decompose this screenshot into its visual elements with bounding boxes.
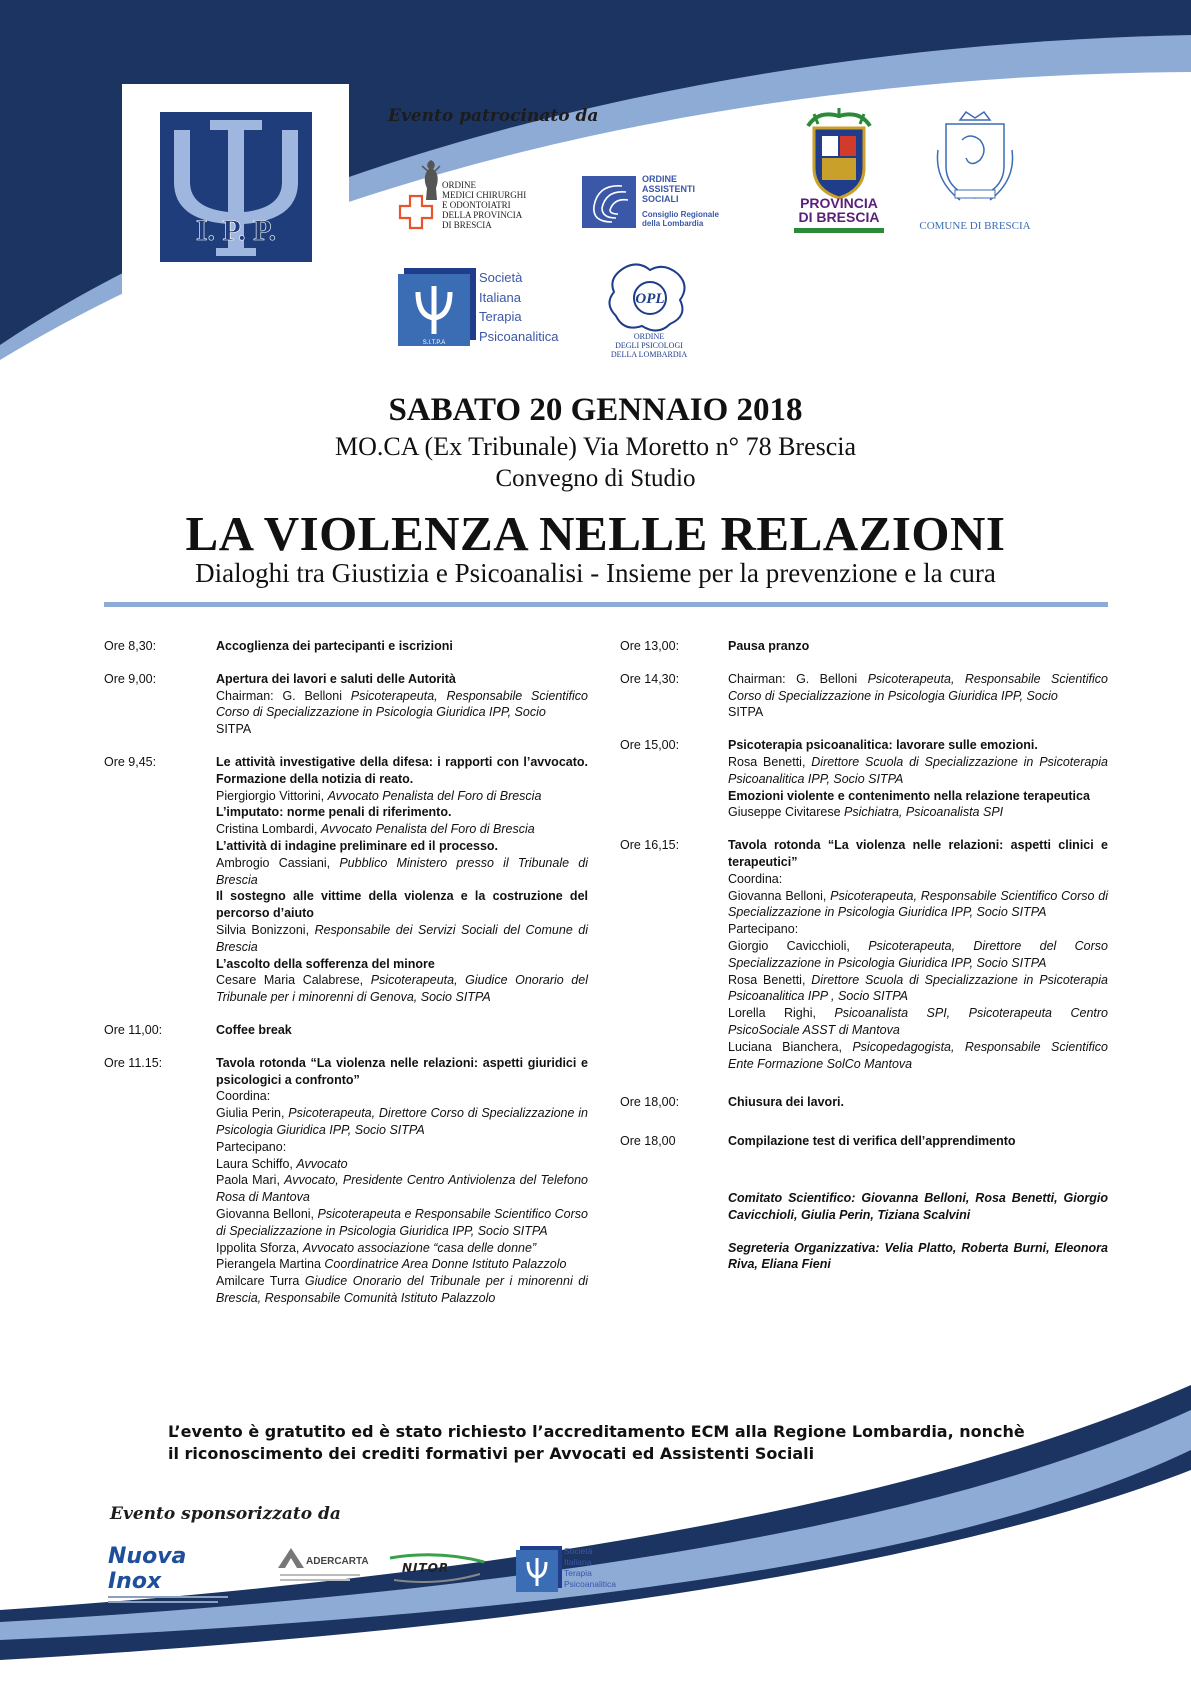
program-speaker — [216, 1105, 588, 1139]
program-speaker — [728, 704, 1108, 721]
speaker-role: Pubblico Ministero presso il Tribunale di Brescia — [216, 855, 588, 887]
speaker-role: Psicoanalista SPI, Psicoterapeuta Centro PsicoSociale ASST di Mantova — [728, 1006, 1108, 1037]
program-time: Ore 15,00: — [620, 738, 680, 753]
speaker-role: Psicoterapeuta, Direttore Corso di Specializzazione in Psicologia Giuridica IPP, Socio SITPA — [216, 1106, 588, 1137]
speaker-name: Luciana Bianchera, — [728, 1039, 853, 1054]
program-entry — [620, 837, 1108, 1072]
program-content — [216, 1055, 588, 1307]
speaker-role: Giudice Onorario del Tribunale per i minorenni di Brescia, Responsabile Comunità Istituto Palazzolo — [216, 1274, 588, 1305]
program-session-title: L’ascolto della sofferenza del minore — [216, 956, 435, 971]
program-content — [728, 1133, 1108, 1150]
speaker-role: Psicoterapeuta, Giudice Onorario del Tribunale per i minorenni di Genova, Socio SITPA — [216, 973, 588, 1005]
adercarta-mark-icon — [276, 1546, 306, 1570]
program-time: Ore 18,00: — [620, 1095, 680, 1110]
program-entry — [620, 1094, 1108, 1111]
program-session-title: Accoglienza dei partecipanti e iscrizioni — [216, 639, 453, 653]
comune-brescia-logo: COMUNE DI BRESCIA — [910, 110, 1040, 234]
program-session-title: Le attività investigative della difesa: i rapporti con l’avvocato. Formazione della notizia di reato. — [216, 754, 588, 786]
patronage-title: Evento patrocinato da — [388, 106, 599, 126]
speaker-role: Psicoterapeuta, Responsabile Scientifico Corso di Specializzazione in Psicologia Giuridica IPP, Socio — [216, 688, 588, 720]
program-session-title: Psicoterapia psicoanalitica: lavorare sulle emozioni. — [728, 738, 1038, 753]
program-speaker — [216, 1240, 588, 1257]
program-right-column — [620, 638, 1108, 1273]
program-speaker — [216, 721, 588, 738]
program-session-title: L’imputato: norme penali di riferimento. — [216, 805, 452, 820]
program-time: Ore 14,30: — [620, 671, 680, 686]
program-speaker — [728, 1005, 1108, 1039]
program-entry — [104, 754, 588, 1006]
speaker-role: Avvocato Penalista del Foro di Brescia — [320, 822, 535, 837]
speaker-role: Psicoterapeuta e Responsabile Scientifico Corso di Specializzazione in Psicologia Giuridica IPP, Socio SITPA — [216, 1206, 589, 1238]
nitor-logo: NITOR — [388, 1552, 488, 1584]
speaker-role: Direttore Scuola di Specializzazione in Psicoterapia Psicoanalitica IPP, Socio SITPA — [728, 754, 1108, 786]
speaker-name: Paola Mari, — [216, 1173, 285, 1188]
program-content — [728, 671, 1108, 721]
speaker-name: Giorgio Cavicchioli, — [728, 938, 869, 953]
program-session-title: Tavola rotonda “La violenza nelle relazioni: aspetti giuridici e psicologici a confronto” — [216, 1055, 588, 1087]
speaker-role: Psicopedagogista, Responsabile Scientifico Ente Formazione SolCo Mantova — [728, 1039, 1108, 1071]
speaker-role: Avvocato — [296, 1156, 348, 1171]
program-speaker — [728, 671, 1108, 705]
accreditation-notice: L’evento è gratutito ed è stato richiesto l’accreditamento ECM alla Regione Lombardia, nonchè il riconoscimento dei crediti formativi per Avvocati ed Assistenti Sociali — [168, 1422, 1025, 1463]
program-time: Ore 13,00: — [620, 639, 680, 653]
program-entry — [620, 638, 1108, 655]
program-entry — [620, 671, 1108, 721]
program-entry — [104, 1055, 588, 1307]
program-speaker — [728, 972, 1108, 1006]
program-speaker — [728, 1039, 1108, 1073]
program-session-title: Pausa pranzo — [728, 639, 810, 653]
speaker-name: Coordina: — [216, 1089, 271, 1104]
program-speaker — [728, 888, 1108, 922]
speaker-name: Chairman: G. Belloni — [216, 688, 351, 703]
program-speaker — [216, 1206, 588, 1240]
ipp-letters: I. P. P. — [195, 214, 277, 247]
speaker-name: Ippolita Sforza, — [216, 1240, 303, 1255]
speaker-name: Ambrogio Cassiani, — [216, 855, 340, 870]
program-time: Ore 11.15: — [104, 1055, 163, 1070]
header-divider — [104, 602, 1108, 607]
speaker-name: Partecipano: — [216, 1139, 287, 1154]
event-date: SABATO 20 GENNAIO 2018 — [388, 392, 803, 428]
speaker-name: Cesare Maria Calabrese, — [216, 973, 371, 988]
program-speaker — [216, 922, 588, 956]
speaker-role: Direttore Scuola di Specializzazione in Psicoterapia Psicoanalitica IPP , Socio SITPA — [728, 972, 1108, 1004]
program-session-title: Chiusura dei lavori. — [728, 1095, 845, 1110]
comune-crest-icon — [930, 110, 1020, 208]
speaker-role: Responsabile dei Servizi Sociali del Comune di Brescia — [216, 922, 588, 954]
program-content — [216, 754, 588, 1006]
svg-text:S.I.T.P.A: S.I.T.P.A — [422, 340, 446, 346]
program-speaker — [728, 871, 1108, 888]
speaker-role: Psichiatra, Psicoanalista SPI — [844, 805, 1004, 820]
program-content — [216, 1022, 588, 1039]
program-entry — [104, 1022, 588, 1039]
speaker-role: Avvocato associazione “casa delle donne” — [302, 1240, 537, 1255]
ipp-logo — [160, 112, 312, 262]
opl-icon — [604, 260, 694, 334]
program-content — [728, 737, 1108, 821]
speaker-name: Giuseppe Civitarese — [728, 805, 845, 820]
program-speaker — [216, 788, 588, 805]
speaker-name: Partecipano: — [728, 922, 799, 937]
speaker-name: Giovanna Belloni, — [728, 888, 831, 903]
speaker-role: Psicoterapeuta, Responsabile Scientifico Corso di Specializzazione in Psicologia Giuridica IPP, Socio SITPA — [728, 888, 1108, 920]
program-time: Ore 18,00 — [620, 1134, 676, 1149]
sitpa-logo: S.I.T.P.A Società Italiana Terapia Psicoanalitica — [398, 268, 578, 348]
event-type: Convegno di Studio — [495, 465, 696, 492]
program-session-title: Apertura dei lavori e saluti delle Autorità — [216, 671, 456, 686]
speaker-role: Avvocato Penalista del Foro di Brescia — [327, 788, 542, 803]
program-content — [216, 638, 588, 655]
program-speaker — [728, 938, 1108, 972]
program-content — [728, 1094, 1108, 1111]
program-time: Ore 9,45: — [104, 754, 157, 769]
speaker-name: Rosa Benetti, — [728, 754, 812, 769]
speaker-role: Psicoterapeuta, Direttore del Corso Specializzazione in Psicologia Giuridica IPP, Socio SITPA — [728, 938, 1108, 970]
adercarta-logo: ADERCARTA — [276, 1546, 366, 1592]
speaker-name: Rosa Benetti, — [728, 972, 812, 987]
event-subtitle: Dialoghi tra Giustizia e Psicoanalisi - Insieme per la prevenzione e la cura — [195, 558, 996, 588]
program-entry — [620, 737, 1108, 821]
sitpa-sponsor-logo: Società Italiana Terapia Psicoanalitica — [516, 1546, 626, 1592]
program-session-title: Emozioni violente e contenimento nella relazione terapeutica — [728, 788, 1090, 803]
speaker-name: Chairman: G. Belloni — [728, 671, 868, 686]
program-speaker — [216, 1088, 588, 1105]
program-speaker — [216, 1256, 588, 1273]
speaker-name: SITPA — [216, 722, 252, 737]
program-content — [216, 671, 588, 738]
speaker-name: Cristina Lombardi, — [216, 822, 321, 837]
program-speaker — [216, 688, 588, 722]
program-speaker — [216, 1139, 588, 1156]
speaker-name: Piergiorgio Vittorini, — [216, 788, 328, 803]
program-session-title: Coffee break — [216, 1022, 292, 1037]
statue-icon — [420, 158, 442, 202]
program-speaker — [216, 1172, 588, 1206]
speaker-role: Psicoterapeuta, Responsabile Scientifico Corso di Specializzazione in Psicologia Giuridica IPP, Socio — [728, 671, 1108, 703]
program-speaker — [728, 921, 1108, 938]
program-speaker — [728, 754, 1108, 788]
sponsors-title: Evento sponsorizzato da — [110, 1504, 341, 1524]
program-time: Ore 8,30: — [104, 639, 157, 653]
oas-spiral-icon — [582, 176, 636, 228]
speaker-name: Silvia Bonizzoni, — [216, 922, 315, 937]
speaker-name: Coordina: — [728, 871, 783, 886]
program-speaker — [216, 972, 588, 1006]
event-title: LA VIOLENZA NELLE RELAZIONI — [185, 506, 1006, 561]
program-speaker — [216, 1156, 588, 1173]
program-content — [728, 837, 1108, 1072]
program-time: Ore 11,00: — [104, 1022, 163, 1037]
program-session-title: Compilazione test di verifica dell’apprendimento — [728, 1134, 1016, 1149]
program-time: Ore 9,00: — [104, 671, 157, 686]
program-session-title: Il sostegno alle vittime della violenza e la costruzione del percorso d’aiuto — [216, 889, 588, 921]
speaker-name: SITPA — [728, 705, 764, 720]
program-speaker — [216, 1273, 588, 1307]
speaker-name: Amilcare Turra — [216, 1274, 305, 1289]
speaker-name: Pierangela Martina — [216, 1257, 325, 1272]
program-entry — [104, 638, 588, 655]
program-speaker — [216, 855, 588, 889]
provincia-brescia-logo: PROVINCIA DI BRESCIA — [794, 108, 884, 232]
sitpa-psi-icon — [398, 268, 476, 346]
speaker-name: Giovanna Belloni, — [216, 1206, 318, 1221]
program-left-column — [104, 638, 588, 1323]
speaker-role: Avvocato, Presidente Centro Antiviolenza del Telefono Rosa di Mantova — [216, 1173, 588, 1205]
event-venue: MO.CA (Ex Tribunale) Via Moretto n° 78 Brescia — [334, 432, 857, 461]
program-session-title: L’attività di indagine preliminare ed il processo. — [216, 838, 499, 853]
organizing-secretariat: Segreteria Organizzativa: Velia Platto, Roberta Burni, Eleonora Riva, Eliana Fieni — [728, 1240, 1108, 1272]
oas-logo: ORDINE ASSISTENTI SOCIALI Consiglio Regionale della Lombardia — [582, 172, 742, 232]
program-session-title: Tavola rotonda “La violenza nelle relazioni: aspetti clinici e terapeutici” — [728, 838, 1108, 869]
program-entry — [620, 1133, 1108, 1150]
speaker-name: Laura Schiffo, — [216, 1156, 297, 1171]
speaker-name: Giulia Perin, — [216, 1106, 289, 1121]
speaker-name: Lorella Righi, — [728, 1006, 835, 1021]
sitpa-psi-icon — [516, 1546, 562, 1592]
omceo-logo: ORDINE MEDICI CHIRURGHI E ODONTOIATRI DELLA PROVINCIA DI BRESCIA — [398, 158, 548, 232]
scientific-committee: Comitato Scientifico: Giovanna Belloni, Rosa Benetti, Giorgio Cavicchioli, Giulia Perin, Tiziana Scalvini — [728, 1190, 1108, 1222]
program-content — [728, 638, 1108, 655]
opl-logo: OPL ORDINE DEGLI PSICOLOGI DELLA LOMBARDIA — [604, 260, 694, 360]
speaker-role: Coordinatrice Area Donne Istituto Palazzolo — [324, 1257, 567, 1272]
program-speaker — [728, 804, 1108, 821]
program-entry — [104, 671, 588, 738]
svg-text:OPL: OPL — [635, 291, 665, 307]
nuova-inox-logo: Nuova Inox — [108, 1544, 240, 1588]
provincia-crest-icon — [794, 108, 884, 200]
program-speaker — [216, 821, 588, 838]
program-time: Ore 16,15: — [620, 838, 680, 853]
